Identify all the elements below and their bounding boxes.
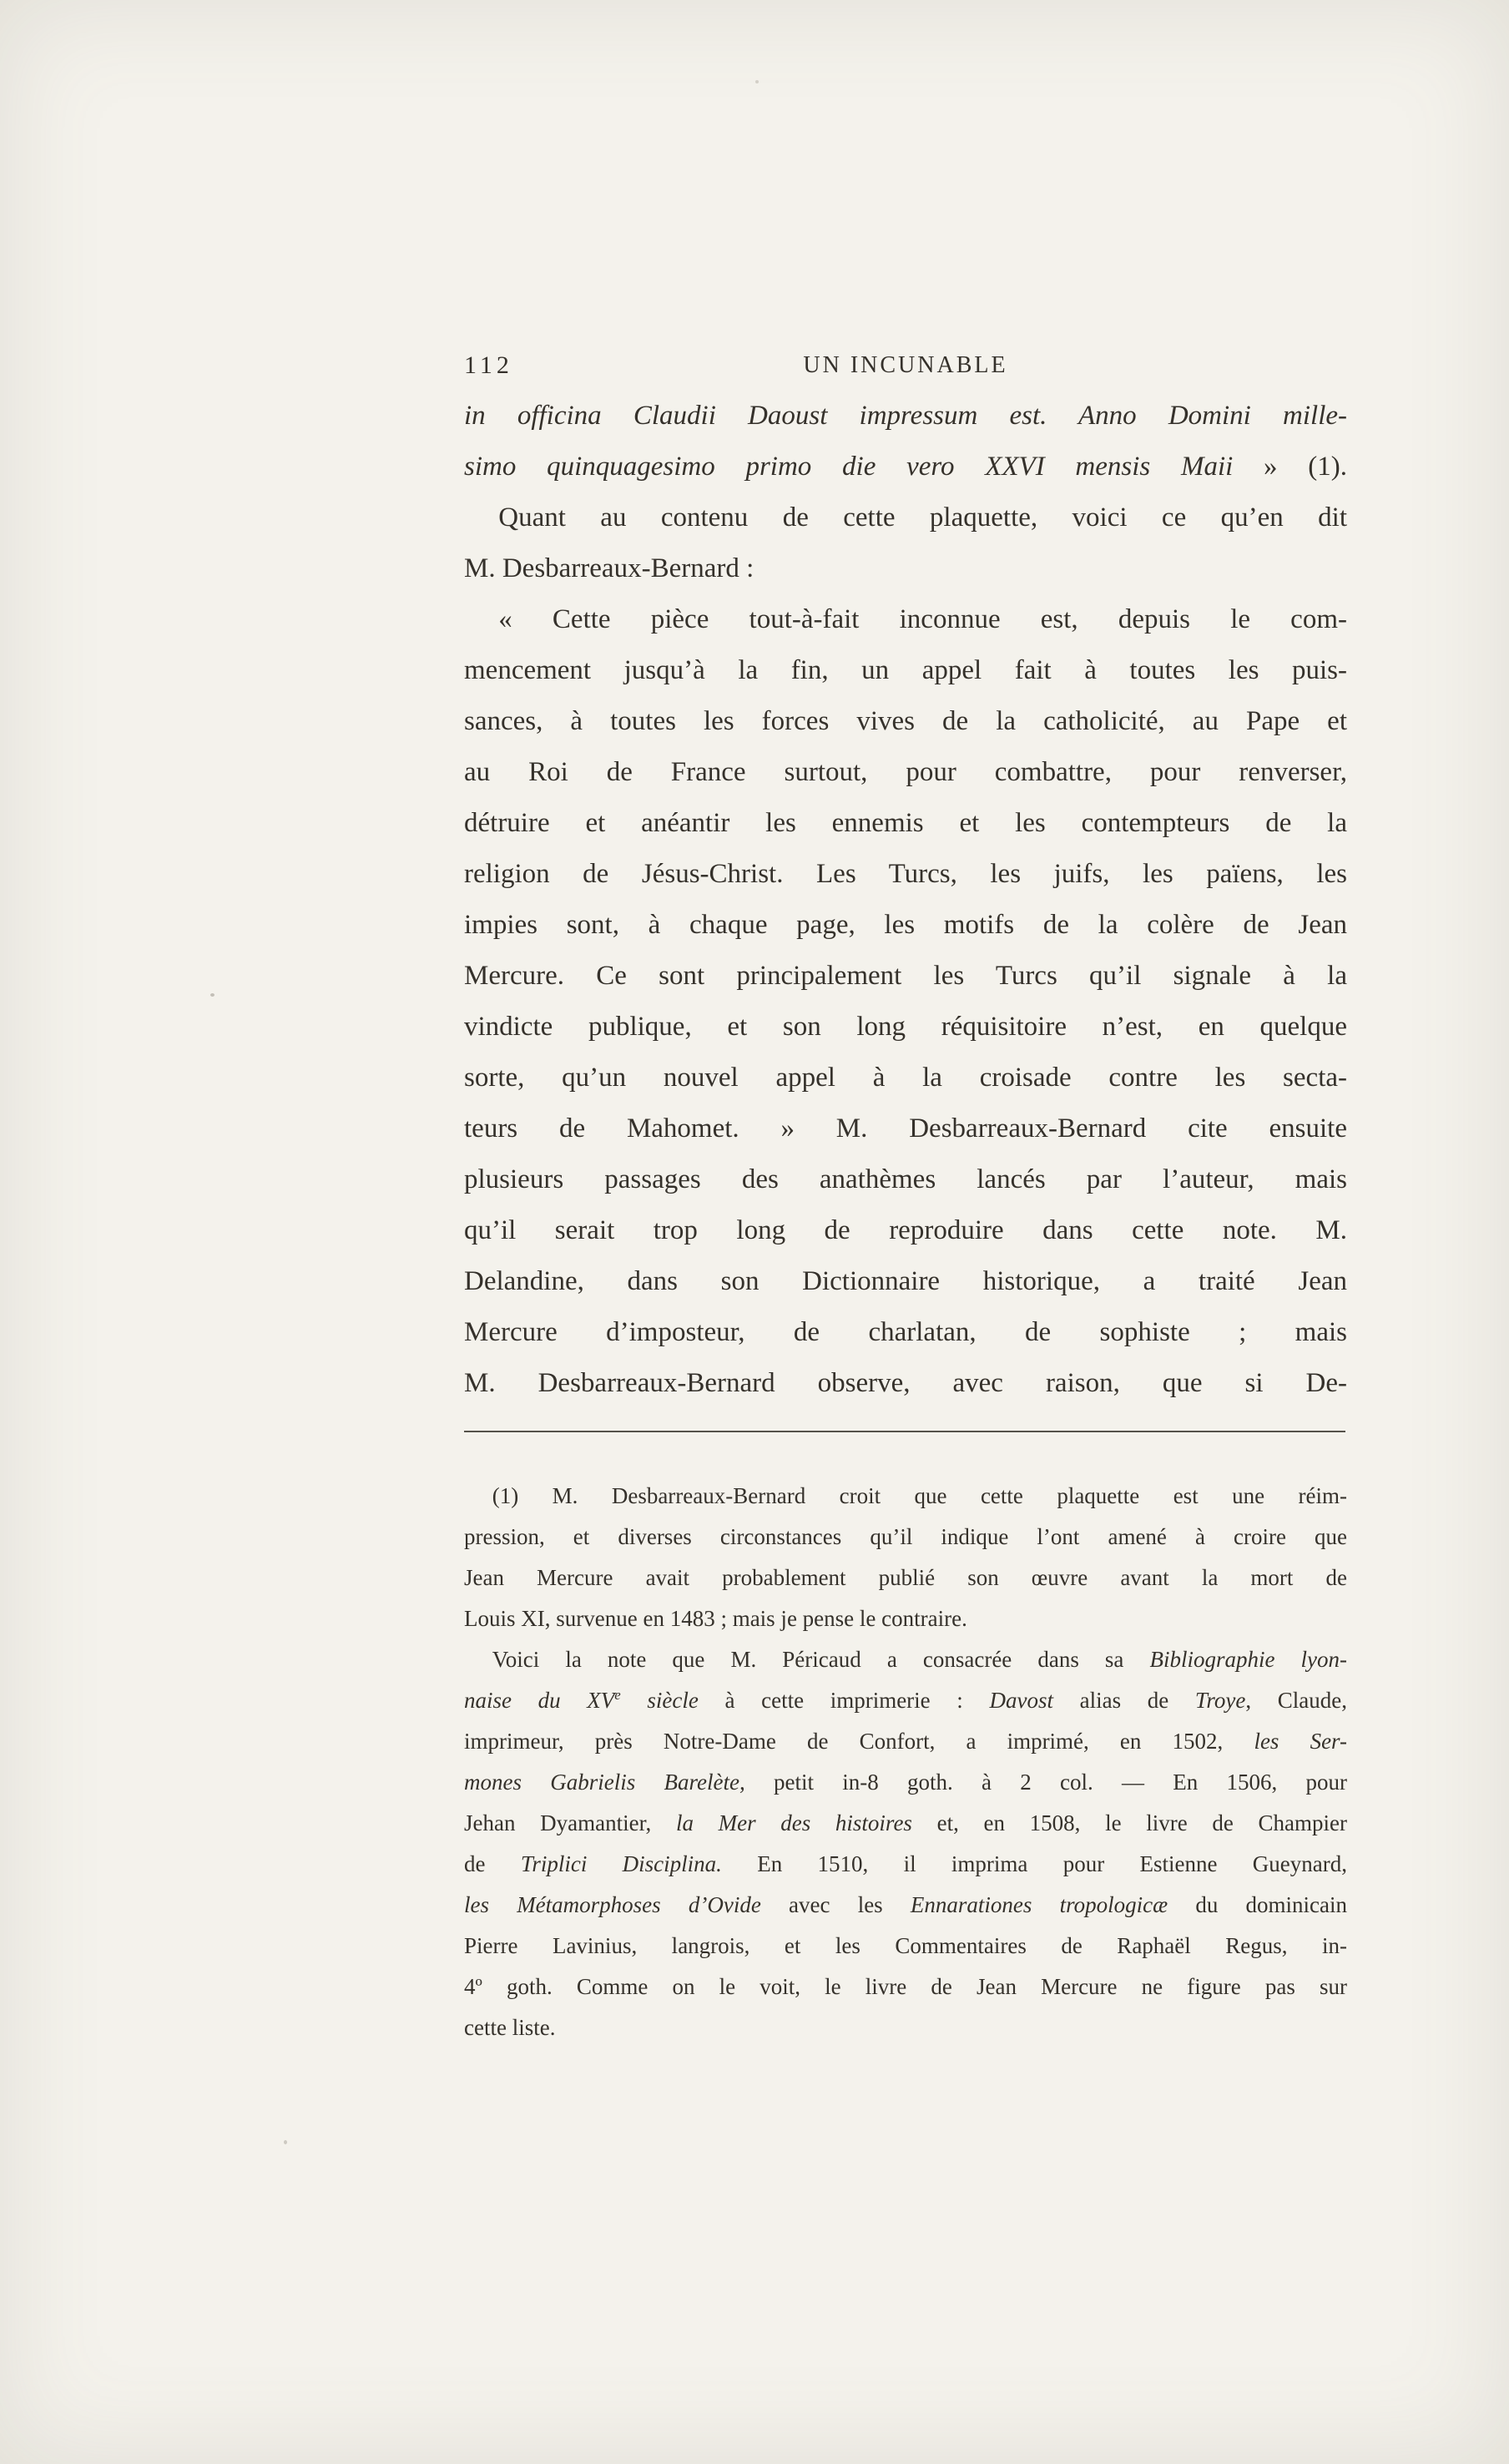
text-line: plusieurs passages des anathèmes lancés par l’auteur, mais: [464, 1164, 1347, 1194]
text-line: naise du XVe siècle à cette imprimerie : Davost alias de Troye, Claude,: [464, 1687, 1347, 1713]
text-line: de Triplici Disciplina. En 1510, il imprima pour Estienne Gueynard,: [464, 1851, 1348, 1876]
text-line: au Roi de France surtout, pour combattre, pour renverser,: [464, 757, 1347, 787]
scan-speck: [755, 80, 759, 83]
text-line: Voici la note que M. Péricaud a consacrée dans sa Bibliographie lyon-: [492, 1647, 1348, 1672]
scan-speck: [210, 993, 214, 997]
page-number: 112: [464, 351, 513, 379]
text-line: impies sont, à chaque page, les motifs de la colère de Jean: [464, 910, 1347, 940]
text-line: Mercure d’imposteur, de charlatan, de sophiste ; mais: [464, 1317, 1347, 1347]
text-line: Pierre Lavinius, langrois, et les Commentaires de Raphaël Regus, in-: [464, 1933, 1347, 1958]
text-line: sances, à toutes les forces vives de la catholicité, au Pape et: [464, 706, 1347, 736]
text-line: M. Desbarreaux-Bernard :: [464, 553, 754, 583]
running-title: UN INCUNABLE: [803, 352, 1008, 378]
text-line: Quant au contenu de cette plaquette, voici ce qu’en dit: [498, 502, 1347, 533]
text-line: imprimeur, près Notre-Dame de Confort, a imprimé, en 1502, les Ser-: [464, 1729, 1348, 1754]
text-line: Delandine, dans son Dictionnaire historique, a traité Jean: [464, 1266, 1347, 1296]
text-line: in officina Claudii Daoust impressum est. Anno Domini mille-: [464, 401, 1347, 431]
text-line: sorte, qu’un nouvel appel à la croisade contre les secta-: [464, 1063, 1347, 1093]
text-line: cette liste.: [464, 2015, 556, 2040]
text-line: (1) M. Desbarreaux-Bernard croit que cette plaquette est une réim-: [492, 1483, 1347, 1508]
text-line: M. Desbarreaux-Bernard observe, avec raison, que si De-: [464, 1368, 1347, 1398]
text-line: religion de Jésus-Christ. Les Turcs, les juifs, les païens, les: [464, 859, 1347, 889]
footnote-rule: [464, 1431, 1345, 1432]
text-line: « Cette pièce tout-à-fait inconnue est, depuis le com-: [498, 604, 1347, 634]
scan-speck: [284, 2140, 287, 2144]
text-line: mencement jusqu’à la fin, un appel fait à toutes les puis-: [464, 655, 1347, 685]
text-line: vindicte publique, et son long réquisitoire n’est, en quelque: [464, 1012, 1347, 1042]
page-header: [464, 351, 1347, 387]
text-line: qu’il serait trop long de reproduire dans cette note. M.: [464, 1215, 1347, 1245]
text-line: détruire et anéantir les ennemis et les contempteurs de la: [464, 808, 1347, 838]
text-line: Jean Mercure avait probablement publié son œuvre avant la mort de: [464, 1565, 1347, 1590]
text-block: [464, 351, 1347, 2048]
text-line: Jehan Dyamantier, la Mer des histoires et, en 1508, le livre de Champier: [464, 1810, 1348, 1835]
footnote-text: [464, 1476, 1347, 2048]
text-line: teurs de Mahomet. » M. Desbarreaux-Bernard cite ensuite: [464, 1113, 1347, 1144]
text-line: 4º goth. Comme on le voit, le livre de Jean Mercure ne figure pas sur: [464, 1974, 1347, 1999]
text-line: Louis XI, survenue en 1483 ; mais je pense le contraire.: [464, 1606, 967, 1631]
text-line: pression, et diverses circonstances qu’il indique l’ont amené à croire que: [464, 1524, 1347, 1549]
main-text: [464, 391, 1347, 1409]
text-line: Mercure. Ce sont principalement les Turcs qu’il signale à la: [464, 961, 1347, 991]
text-line: les Métamorphoses d’Ovide avec les Ennarationes tropologicæ du dominicain: [464, 1892, 1347, 1917]
text-line: mones Gabrielis Barelète, petit in-8 goth. à 2 col. — En 1506, pour: [464, 1770, 1347, 1795]
text-line: simo quinquagesimo primo die vero XXVI mensis Maii » (1).: [464, 452, 1347, 482]
